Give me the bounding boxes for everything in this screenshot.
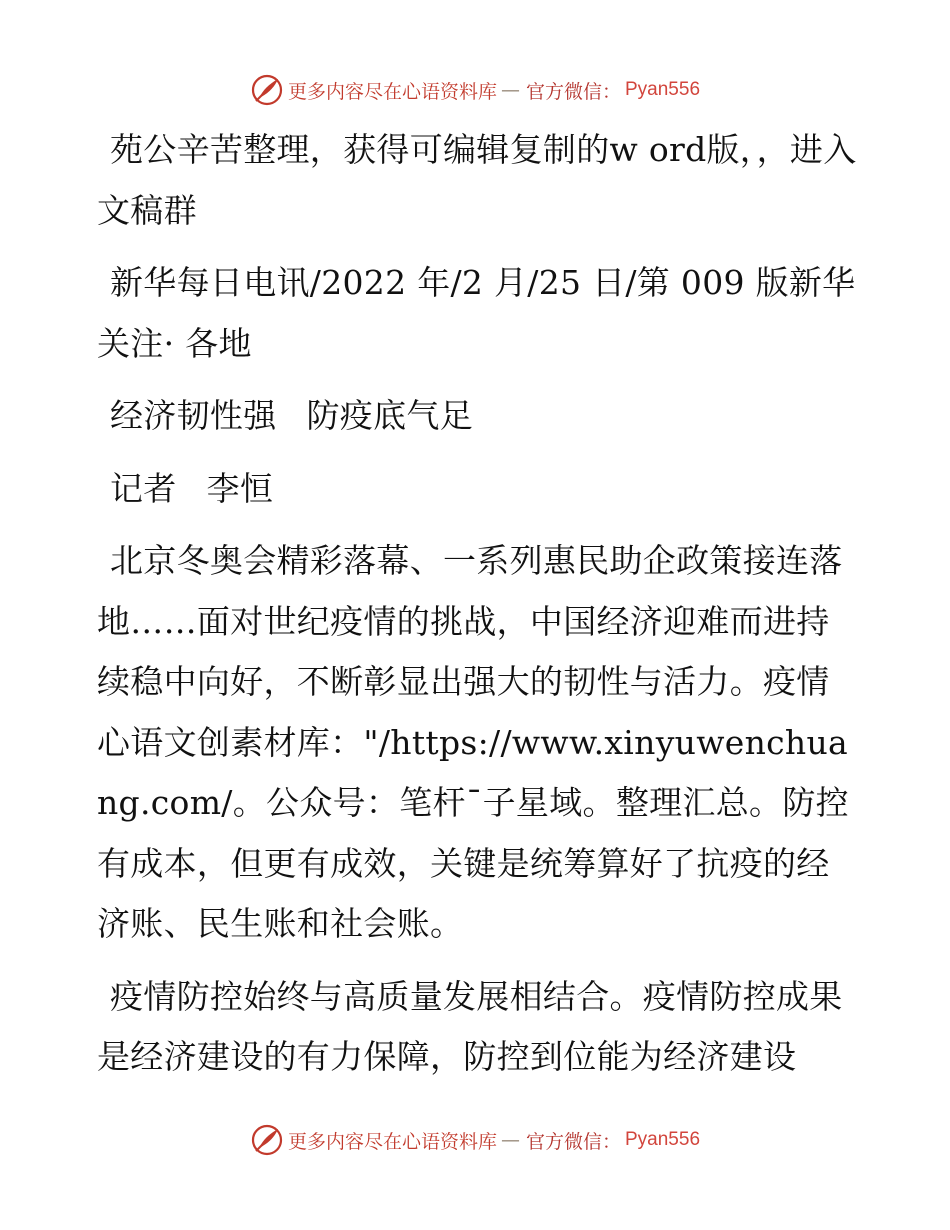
banner-wechat-label: 官方微信：: [525, 1130, 621, 1153]
banner-separator: —: [500, 1129, 520, 1151]
footer-watermark-banner: [0, 1120, 950, 1160]
paragraph-2: 疫情防控始终与高质量发展相结合。疫情防控成果是经济建设的有力保障，防控到位能为经济建设: [97, 976, 843, 1076]
intro-note: 苑公辛苦整理，获得可编辑复制的w ord版，，进入文稿群: [97, 130, 857, 230]
banner-separator: —: [500, 79, 520, 101]
banner-slogan: 更多内容尽在心语资料库: [287, 1130, 497, 1153]
banner-slogan: 更多内容尽在心语资料库: [287, 80, 497, 103]
banner-wechat-id: Pyan556: [625, 1129, 701, 1150]
feather-quill-logo-icon: [250, 73, 284, 107]
article-headline: [97, 386, 857, 447]
byline-label: 记者: [110, 468, 177, 508]
paragraph-1: 北京冬奥会精彩落幕、一系列惠民助企政策接连落地……面对世纪疫情的挑战，中国经济迎难而进持续稳中向好，不断彰显出强大的韧性与活力。疫情心语文创素材库："/https://www.xinyuwenchuang.com/。公众号：笔杆¯子星域。整理汇总。防控有成本，但更有成效，关键是统筹算好了抗疫的经济账、民生账和社会账。: [97, 541, 849, 943]
headline-part-2: 防疫底气足: [306, 396, 473, 435]
feather-quill-logo-icon: [250, 1123, 284, 1157]
banner-wechat-id: Pyan556: [625, 79, 701, 100]
header-watermark-banner: [0, 70, 950, 110]
document-body: [97, 120, 857, 1100]
source-line: 新华每日电讯/2022 年/2 月/25 日/第 009 版新华关注· 各地: [97, 263, 856, 363]
headline-part-1: 经济韧性强: [110, 396, 277, 435]
byline: [97, 459, 857, 520]
byline-name: 李恒: [206, 468, 274, 508]
banner-wechat-label: 官方微信：: [525, 80, 621, 103]
